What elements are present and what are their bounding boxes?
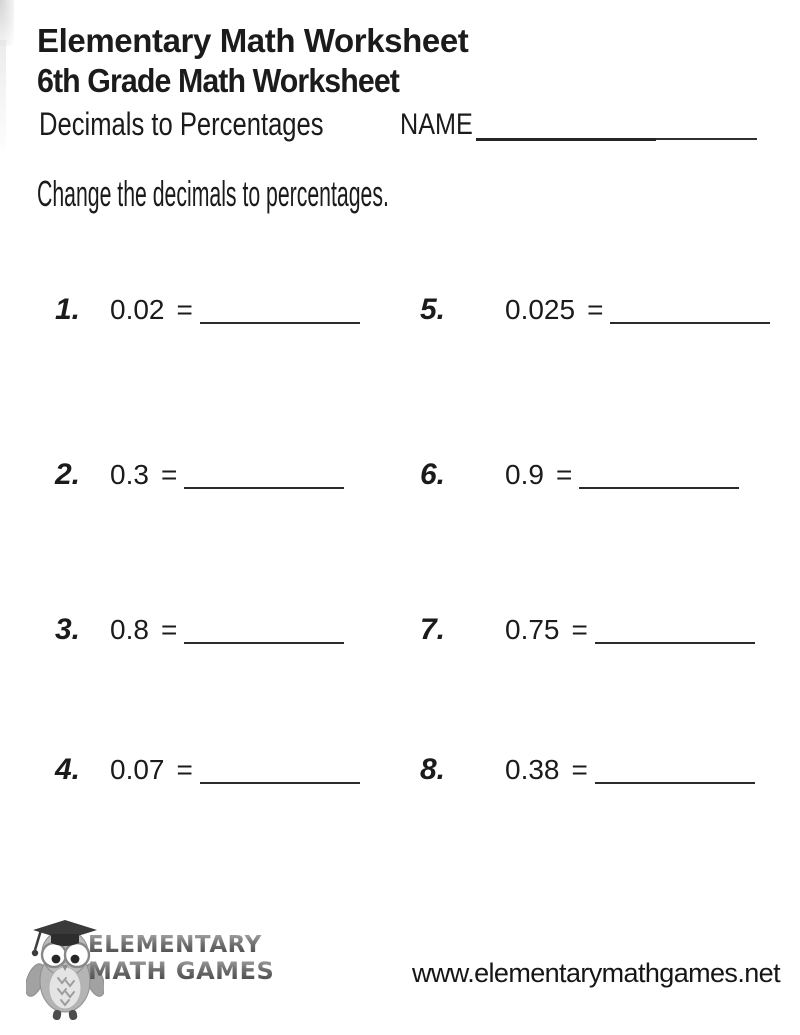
worksheet-subtitle: Decimals to Percentages [39,106,324,142]
equals-sign: = [587,294,604,325]
problem-value: 0.3 [110,459,149,490]
answer-blank-8[interactable] [595,780,755,784]
problem-number: 6. [419,458,445,491]
problem-1 [50,293,360,327]
problem-7 [415,613,755,647]
equals-sign: = [160,614,178,645]
equals-sign: = [160,459,178,490]
problem-8 [415,753,755,787]
scan-artifact-edge [0,40,6,160]
name-entry-line-end[interactable] [656,138,757,140]
answer-blank-6[interactable] [579,485,739,489]
equals-sign: = [571,754,588,785]
problem-number: 3. [54,613,80,646]
name-label: NAME [400,108,473,141]
problem-number: 8. [419,753,445,786]
equals-sign: = [555,459,573,490]
problem-value: 0.025 [505,294,576,325]
instruction-text: Change the decimals to percentages. [37,173,389,214]
equals-sign: = [571,614,588,645]
logo-wordmark [88,934,274,983]
problem-6 [415,458,739,492]
answer-blank-1[interactable] [200,320,360,324]
worksheet-title-line1: Elementary Math Worksheet [37,22,469,59]
equals-sign: = [176,294,193,325]
problem-value: 0.8 [110,614,149,645]
answer-blank-3[interactable] [184,640,344,644]
problem-3 [50,613,344,647]
problem-number: 7. [419,613,445,646]
problem-value: 0.07 [110,754,165,785]
logo-line2: MATH GAMES [88,957,275,985]
logo-line1: ELEMENTARY [88,934,274,957]
name-entry-line[interactable] [476,138,656,141]
equals-sign: = [176,754,193,785]
problem-2 [50,458,344,492]
problem-value: 0.9 [505,459,544,490]
answer-blank-5[interactable] [610,320,770,324]
problem-value: 0.02 [110,294,165,325]
website-url: www.elementarymathgames.net [412,958,780,988]
problem-value: 0.75 [505,614,560,645]
worksheet-title-line2: 6th Grade Math Worksheet [37,62,400,99]
problem-4 [50,753,360,787]
problem-5 [415,293,770,327]
answer-blank-4[interactable] [200,780,360,784]
problem-number: 2. [54,458,80,491]
answer-blank-7[interactable] [595,640,755,644]
answer-blank-2[interactable] [184,485,344,489]
problem-number: 5. [419,293,445,326]
problem-number: 4. [54,753,80,786]
problem-value: 0.38 [505,754,560,785]
problem-number: 1. [54,293,80,326]
